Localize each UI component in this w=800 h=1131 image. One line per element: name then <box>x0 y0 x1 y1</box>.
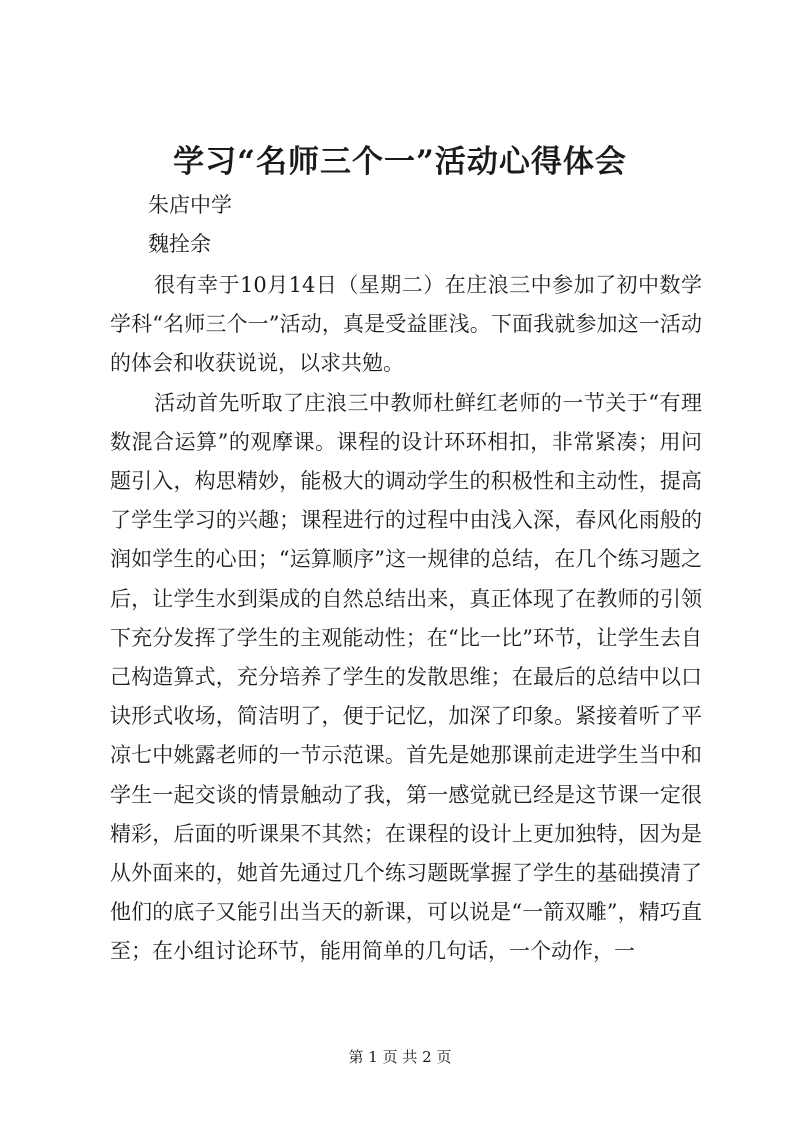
school-name: 朱店中学 <box>148 193 232 217</box>
document-body <box>110 266 702 972</box>
paragraph-intro: 很有幸于10月14日（星期二）在庄浪三中参加了初中数学学科“名师三个一”活动，真是受益匪浅。下面我就参加这一活动的体会和收获说说，以求共勉。 <box>110 273 702 376</box>
paragraph-main: 活动首先听取了庄浪三中教师杜鲜红老师的一节关于“有理数混合运算”的观摩课。课程的设计环环相扣，非常紧凑；用问题引入，构思精妙，能极大的调动学生的积极性和主动性，提高了学生学习的兴趣；课程进行的过程中由浅入深，春风化雨般的润如学生的心田；“运算顺序”这一规律的总结，在几个练习题之后，让学生水到渠成的自然总结出来，真正体现了在教师的引领下充分发挥了学生的主观能动性；在“比一比”环节，让学生去自己构造算式，充分培养了学生的发散思维；在最后的总结中以口诀形式收场，简洁明了，便于记忆，加深了印象。紧接着听了平凉七中姚露老师的一节示范课。首先是她那课前走进学生当中和学生一起交谈的情景触动了我，第一感觉就已经是这节课一定很精彩，后面的听课果不其然；在课程的设计上更加独特，因为是从外面来的，她首先通过几个练习题既掌握了学生的基础摸清了他们的底子又能引出当天的新课，可以说是“一箭双雕”，精巧直至；在小组讨论环节，能用简单的几句话，一个动作，一 <box>110 390 702 964</box>
document-title: 学习“名师三个一”活动心得体会 <box>173 144 627 180</box>
page-footer: 第 1 页 共 2 页 <box>348 1048 452 1066</box>
author-name: 魏拴余 <box>148 232 211 256</box>
